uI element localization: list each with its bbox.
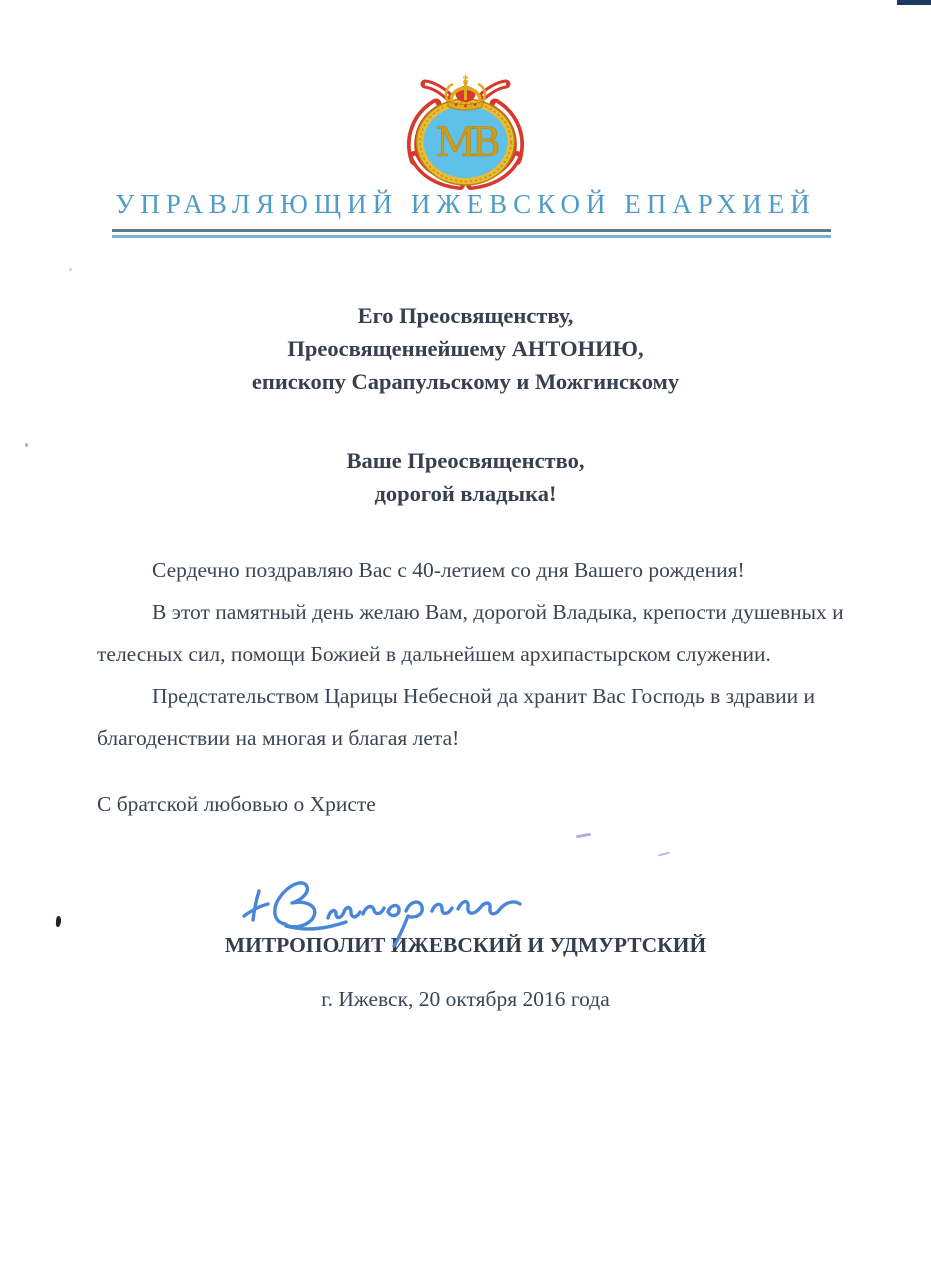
addressee-line: епископу Сарапульскому и Можгинскому bbox=[251, 369, 680, 394]
signature-handwriting bbox=[228, 864, 573, 952]
scan-artifact-ink-mark bbox=[56, 916, 62, 927]
letterhead-title: УПРАВЛЯЮЩИЙ ИЖЕВСКОЙ ЕПАРХИЕЙ bbox=[115, 189, 816, 219]
closing-line: С братской любовью о Христе bbox=[97, 792, 376, 816]
imperial-crown bbox=[446, 75, 485, 110]
salutation-block bbox=[0, 444, 931, 510]
scan-artifact-pen-dash bbox=[576, 833, 591, 839]
body-line: благоденствии на многая и благая лета! bbox=[97, 726, 460, 750]
scan-artifact-corner-strip bbox=[897, 0, 931, 5]
scan-artifact-dot bbox=[69, 268, 72, 271]
monogram-text: МВ bbox=[435, 120, 496, 166]
eparchy-coat-of-arms bbox=[400, 72, 531, 190]
signature-ink-icon bbox=[228, 864, 573, 952]
addressee-line: Преосвященнейшему АНТОНИЮ, bbox=[287, 336, 644, 361]
salutation-line: Ваше Преосвященство, bbox=[346, 448, 585, 473]
letterhead-divider bbox=[112, 229, 831, 238]
addressee-line: Его Преосвященству, bbox=[357, 303, 574, 328]
divider-dark-line bbox=[112, 229, 831, 232]
body-line: Предстательством Царицы Небесной да хранит Вас Господь в здравии и bbox=[152, 684, 816, 708]
letter-body bbox=[97, 549, 844, 759]
body-line: В этот памятный день желаю Вам, дорогой Владыка, крепости душевных и bbox=[152, 600, 844, 624]
dateline: г. Ижевск, 20 октября 2016 года bbox=[321, 987, 610, 1011]
coat-of-arms-icon bbox=[400, 72, 531, 190]
body-line: телесных сил, помощи Божией в дальнейшем архипастырском служении. bbox=[97, 642, 771, 666]
scan-artifact-pen-dash bbox=[658, 852, 670, 857]
divider-blue-line bbox=[112, 235, 831, 238]
salutation-line: дорогой владыка! bbox=[374, 481, 557, 506]
body-line: Сердечно поздравляю Вас с 40-летием со дня Вашего рождения! bbox=[152, 558, 745, 582]
signer-title: МИТРОПОЛИТ ИЖЕВСКИЙ И УДМУРТСКИЙ bbox=[224, 933, 707, 957]
addressee-block bbox=[0, 299, 931, 398]
